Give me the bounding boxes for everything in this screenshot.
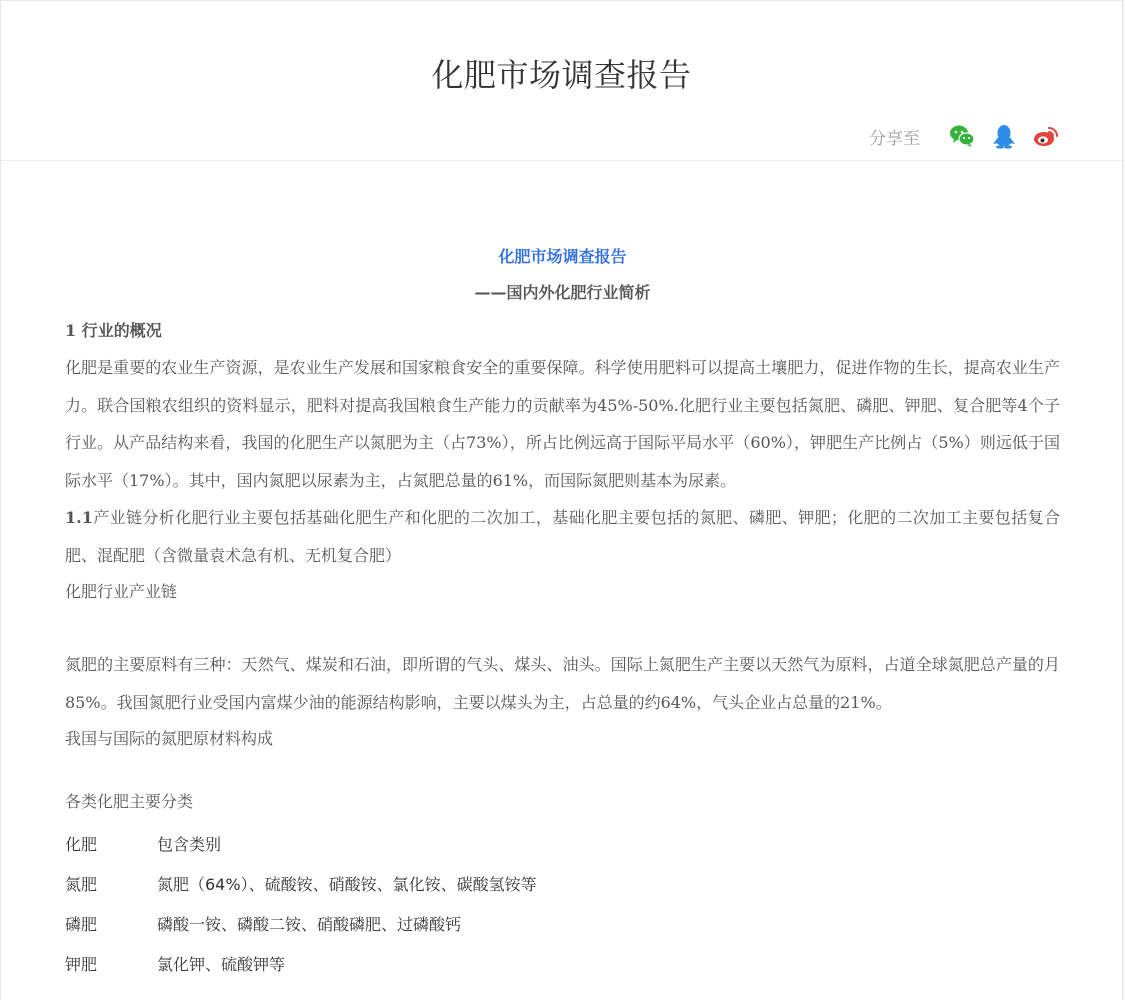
table-cell-categories: 氮肥（64%）、硫酸铵、硝酸铵、氯化铵、碳酸氢铵等 [157, 875, 537, 894]
table-cell-type: 磷肥 [65, 915, 98, 934]
table-row [65, 865, 1060, 905]
spacer [65, 757, 1060, 784]
wechat-icon[interactable] [948, 122, 976, 150]
paragraph-nitrogen-materials: 氮肥的主要原料有三种：天然气、煤炭和石油，即所谓的气头、煤头、油头。国际上氮肥生产主要以天然气为原料，占道全球氮肥总产量的月85%。我国氮肥行业受国内富煤少油的能源结构影响，主要以煤头为主，占总量的约64%，气头企业占总量的21%。 [65, 655, 1060, 712]
materials-caption: 我国与国际的氮肥原材料构成 [65, 729, 274, 748]
table-cell-categories: 磷酸一铵、磷酸二铵、硝酸磷肥、过磷酸钙 [157, 915, 462, 934]
page-title: 化肥市场调查报告 [431, 56, 692, 94]
table-header-row [65, 825, 1060, 865]
table-row [65, 905, 1060, 945]
chain-caption: 化肥行业产业链 [65, 582, 178, 601]
qq-icon[interactable] [990, 122, 1018, 150]
table-cell-type: 钾肥 [65, 955, 98, 974]
spacer [65, 610, 1060, 646]
article-body [65, 241, 1060, 985]
article-title: 化肥市场调查报告 [498, 247, 627, 266]
article-header [1, 1, 1122, 161]
paragraph-overview: 化肥是重要的农业生产资源，是农业生产发展和国家粮食安全的重要保障。科学使用肥料可以提高土壤肥力，促进作物的生长，提高农业生产力。联合国粮农组织的资料显示，肥料对提高我国粮食生产能力的贡献率为45%-50%.化肥行业主要包括氮肥、磷肥、钾肥、复合肥等4个子行业。从产品结构来看，我国的化肥生产以氮肥为主（占73%），所占比例远高于国际平局水平（60%），钾肥生产比例占（5%）则远低于国际水平（17%）。其中，国内氮肥以尿素为主，占氮肥总量的61%，而国际氮肥则基本为尿素。 [65, 358, 1060, 490]
section-number-1-1: 1.1 [65, 508, 93, 527]
section-heading-industry-overview: 1 行业的概况 [65, 321, 162, 340]
table-row [65, 945, 1060, 985]
table-cell-categories: 氯化钾、硫酸钾等 [157, 955, 286, 974]
fertilizer-category-table [65, 784, 1060, 985]
table-header-fertilizer: 化肥 [65, 835, 98, 854]
table-caption: 各类化肥主要分类 [65, 792, 194, 811]
article-subtitle: ——国内外化肥行业简析 [474, 283, 651, 302]
table-cell-type: 氮肥 [65, 875, 98, 894]
paragraph-industry-chain-text: 产业链分析化肥行业主要包括基础化肥生产和化肥的二次加工，基础化肥主要包括的氮肥、磷肥、钾肥；化肥的二次加工主要包括复合肥、混配肥（含微量袁术急有机、无机复合肥） [65, 508, 1060, 565]
share-bar [869, 121, 1060, 151]
paragraph-industry-chain [65, 499, 1060, 574]
share-label: 分享至 [869, 128, 920, 149]
weibo-icon[interactable] [1032, 122, 1060, 150]
table-header-categories: 包含类别 [157, 835, 222, 854]
